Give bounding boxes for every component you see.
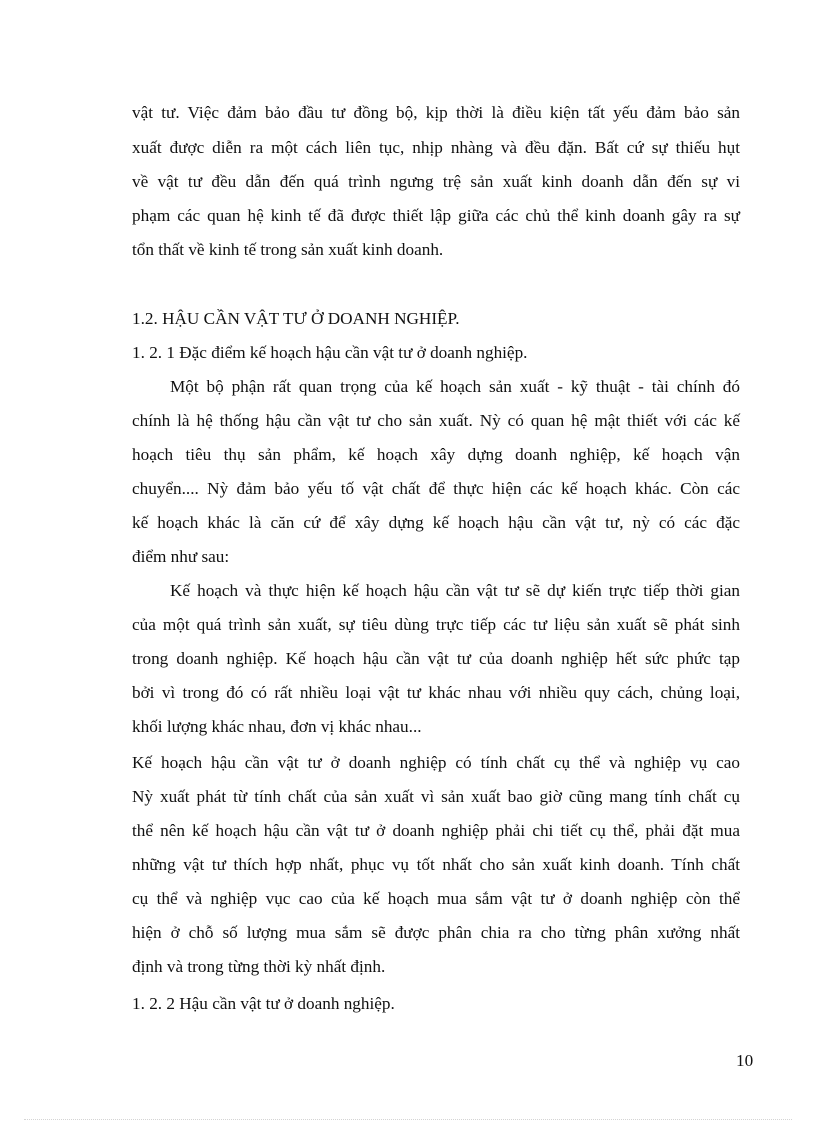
- paragraph-line: trong doanh nghiệp. Kế hoạch hậu cần vật tư của doanh nghiệp hết sức phức tạp: [132, 649, 740, 668]
- paragraph-line: Nỳ xuất phát từ tính chất của sản xuất vì sản xuất bao giờ cũng mang tính chất cụ: [132, 787, 740, 806]
- page-break-divider: [24, 1119, 792, 1120]
- paragraph-line: định và trong từng thời kỳ nhất định.: [132, 957, 386, 976]
- paragraph-line: Kế hoạch và thực hiện kế hoạch hậu cần vật tư sẽ dự kiến trực tiếp thời gian: [170, 581, 740, 600]
- paragraph-line: Kế hoạch hậu cần vật tư ở doanh nghiệp có tính chất cụ thể và nghiệp vụ cao: [132, 753, 740, 772]
- paragraph-line: hoạch tiêu thụ sản phẩm, kế hoạch xây dựng doanh nghiệp, kế hoạch vận: [132, 445, 740, 464]
- paragraph-line: tổn thất về kinh tế trong sản xuất kinh doanh.: [132, 240, 444, 259]
- page-number: 10: [736, 1051, 754, 1070]
- subsection-heading: 1. 2. 2 Hậu cần vật tư ở doanh nghiệp.: [132, 994, 395, 1013]
- paragraph-line: kế hoạch khác là căn cứ để xây dựng kế hoạch hậu cần vật tư, nỳ có các đặc: [132, 513, 740, 532]
- paragraph-line: chuyển.... Nỳ đảm bảo yếu tố vật chất để thực hiện các kế hoạch khác. Còn các: [132, 479, 740, 498]
- paragraph-line: của một quá trình sản xuất, sự tiêu dùng trực tiếp các tư liệu sản xuất sẽ phát sinh: [132, 615, 740, 634]
- paragraph-line: bởi vì trong đó có rất nhiều loại vật tư khác nhau với nhiều quy cách, chủng loại,: [132, 683, 740, 702]
- paragraph-line: chính là hệ thống hậu cần vật tư cho sản xuất. Nỳ có quan hệ mật thiết với các kế: [132, 411, 740, 430]
- paragraph-line: vật tư. Việc đảm bảo đầu tư đồng bộ, kịp thời là điều kiện tất yếu đảm bảo sản: [132, 103, 740, 122]
- paragraph-line: khối lượng khác nhau, đơn vị khác nhau...: [132, 717, 422, 736]
- section-heading: 1.2. HẬU CẦN VẬT TƯ Ở DOANH NGHIỆP.: [132, 309, 460, 328]
- paragraph-line: xuất được diễn ra một cách liên tục, nhịp nhàng và đều đặn. Bất cứ sự thiếu hụt: [132, 138, 740, 157]
- paragraph-line: điểm như sau:: [132, 547, 230, 566]
- paragraph-line: thể nên kế hoạch hậu cần vật tư ở doanh nghiệp phải chi tiết cụ thể, phải đặt mua: [132, 821, 740, 840]
- paragraph-line: phạm các quan hệ kinh tế đã được thiết lập giữa các chủ thể kinh doanh gây ra sự: [132, 206, 740, 225]
- paragraph-line: Một bộ phận rất quan trọng của kế hoạch sản xuất - kỹ thuật - tài chính đó: [170, 377, 740, 396]
- paragraph-line: hiện ở chỗ số lượng mua sắm sẽ được phân chia ra cho từng phân xưởng nhất: [132, 923, 740, 942]
- paragraph-line: về vật tư đều dẫn đến quá trình ngưng trệ sản xuất kinh doanh dẫn đến sự vi: [132, 172, 740, 191]
- paragraph-line: cụ thể và nghiệp vục cao của kế hoạch mua sắm vật tư ở doanh nghiệp còn thể: [132, 889, 740, 908]
- paragraph-line: những vật tư thích hợp nhất, phục vụ tốt nhất cho sản xuất kinh doanh. Tính chất: [132, 855, 740, 874]
- subsection-heading: 1. 2. 1 Đặc điểm kế hoạch hậu cần vật tư ở doanh nghiệp.: [132, 343, 528, 362]
